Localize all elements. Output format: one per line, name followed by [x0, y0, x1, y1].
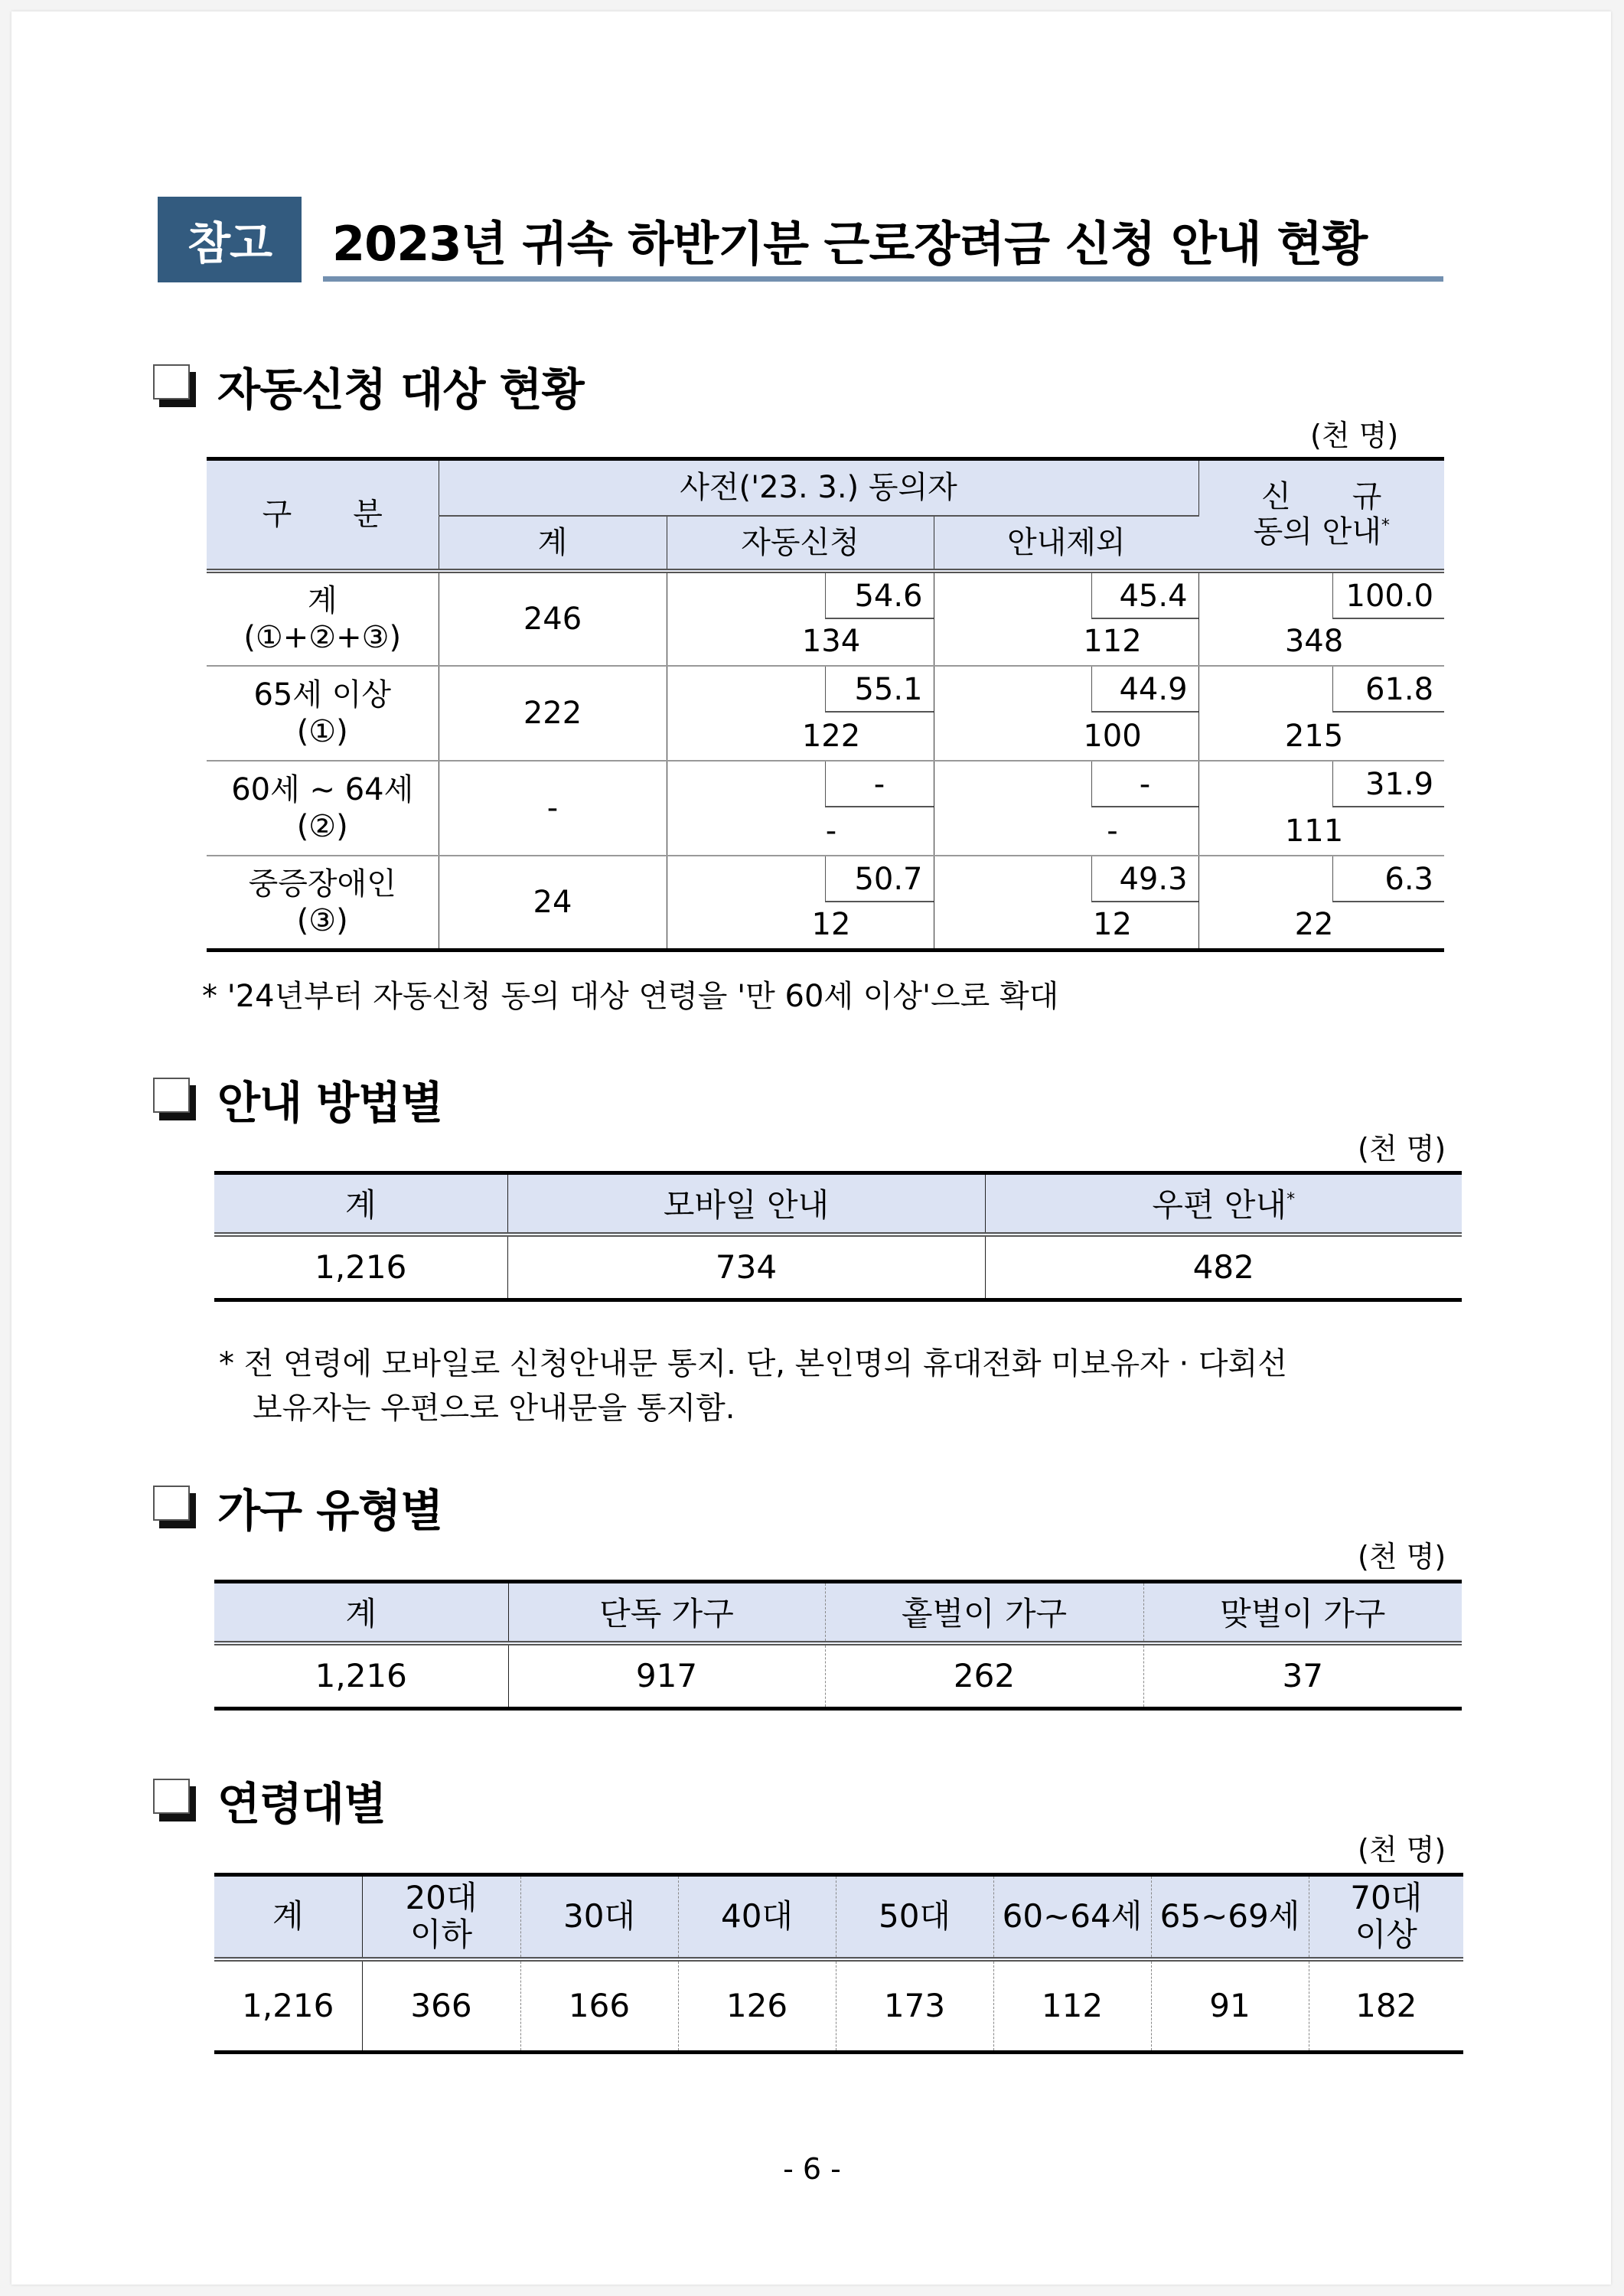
- header-40s: 40대: [678, 1875, 836, 1959]
- household-table: [214, 1580, 1462, 1711]
- header-70s-over: 70대 이상: [1309, 1875, 1463, 1959]
- header-20s-under: 20대 이하: [362, 1875, 520, 1959]
- footnote-method-line1: * 전 연령에 모바일로 신청안내문 통지. 단, 본인명의 휴대전화 미보유자 · 다회선: [219, 1346, 1287, 1381]
- section-heading-household: [153, 1475, 442, 1539]
- header-one-earner: 홑벌이 가구: [825, 1582, 1143, 1643]
- section-heading-age: [153, 1768, 386, 1832]
- page-header: [158, 197, 1443, 282]
- table-row: 계 (①+②+③) 246 54.6 134 45.4 112 100.0 348: [207, 571, 1444, 666]
- checkbox-square-icon: [153, 364, 196, 407]
- unit-label: (천 명): [1358, 1540, 1446, 1574]
- checkbox-square-icon: [153, 1779, 196, 1821]
- header-total: 계: [214, 1173, 507, 1234]
- section-title: 연령대별: [217, 1778, 386, 1830]
- header-dual-earner: 맞벌이 가구: [1143, 1582, 1462, 1643]
- title-underline: [323, 276, 1443, 282]
- age-group-table: [214, 1873, 1463, 2054]
- method-table: [214, 1171, 1462, 1302]
- section-title: 가구 유형별: [217, 1485, 443, 1537]
- header-65-69: 65~69세: [1151, 1875, 1309, 1959]
- reference-badge: 참고: [158, 197, 302, 282]
- checkbox-square-icon: [153, 1486, 196, 1528]
- checkbox-square-icon: [153, 1078, 196, 1120]
- section-title: 자동신청 대상 현황: [217, 364, 584, 416]
- header-auto-apply: 자동신청: [667, 516, 934, 571]
- unit-label: (천 명): [1310, 419, 1399, 452]
- unit-label: (천 명): [1358, 1132, 1446, 1166]
- table-row: 1,216 917 262 37: [214, 1643, 1462, 1709]
- footnote-auto: * '24년부터 자동신청 동의 대상 연령을 '만 60세 이상'으로 확대: [202, 979, 1059, 1014]
- header-single: 단독 가구: [508, 1582, 825, 1643]
- table-row: 중증장애인 (③) 24 50.7 12 49.3 12 6.3 22: [207, 856, 1444, 951]
- header-mobile: 모바일 안내: [507, 1173, 985, 1234]
- footnote-method-line2: 보유자는 우편으로 안내문을 통지함.: [253, 1391, 735, 1426]
- header-excluded: 안내제외: [934, 516, 1198, 571]
- header-mail: 우편 안내*: [985, 1173, 1462, 1234]
- header-30s: 30대: [520, 1875, 678, 1959]
- section-heading-method: [153, 1067, 442, 1131]
- header-prior-consent: 사전('23. 3.) 동의자: [439, 459, 1198, 516]
- page-title: 2023년 귀속 하반기분 근로장려금 신청 안내 현황: [332, 216, 1368, 272]
- page-number: - 6 -: [783, 2152, 841, 2186]
- table-row: 1,216 366 166 126 173 112 91 182: [214, 1959, 1463, 2053]
- auto-application-table: [207, 457, 1444, 952]
- table-row: 1,216 734 482: [214, 1234, 1462, 1300]
- table-row: 65세 이상 (①) 222 55.1 122 44.9 100 61.8 215: [207, 666, 1444, 761]
- header-60-64: 60~64세: [993, 1875, 1151, 1959]
- header-category: 구 분: [207, 459, 439, 571]
- header-total: 계: [214, 1582, 508, 1643]
- section-heading-auto: [153, 354, 584, 418]
- header-50s: 50대: [836, 1875, 993, 1959]
- section-title: 안내 방법별: [217, 1077, 443, 1129]
- table-row: 60세 ~ 64세 (②) - - - - - 31.9 111: [207, 761, 1444, 856]
- header-total: 계: [439, 516, 667, 571]
- header-new-consent: 신 규 동의 안내*: [1198, 459, 1444, 571]
- header-total: 계: [214, 1875, 362, 1959]
- unit-label: (천 명): [1358, 1833, 1446, 1867]
